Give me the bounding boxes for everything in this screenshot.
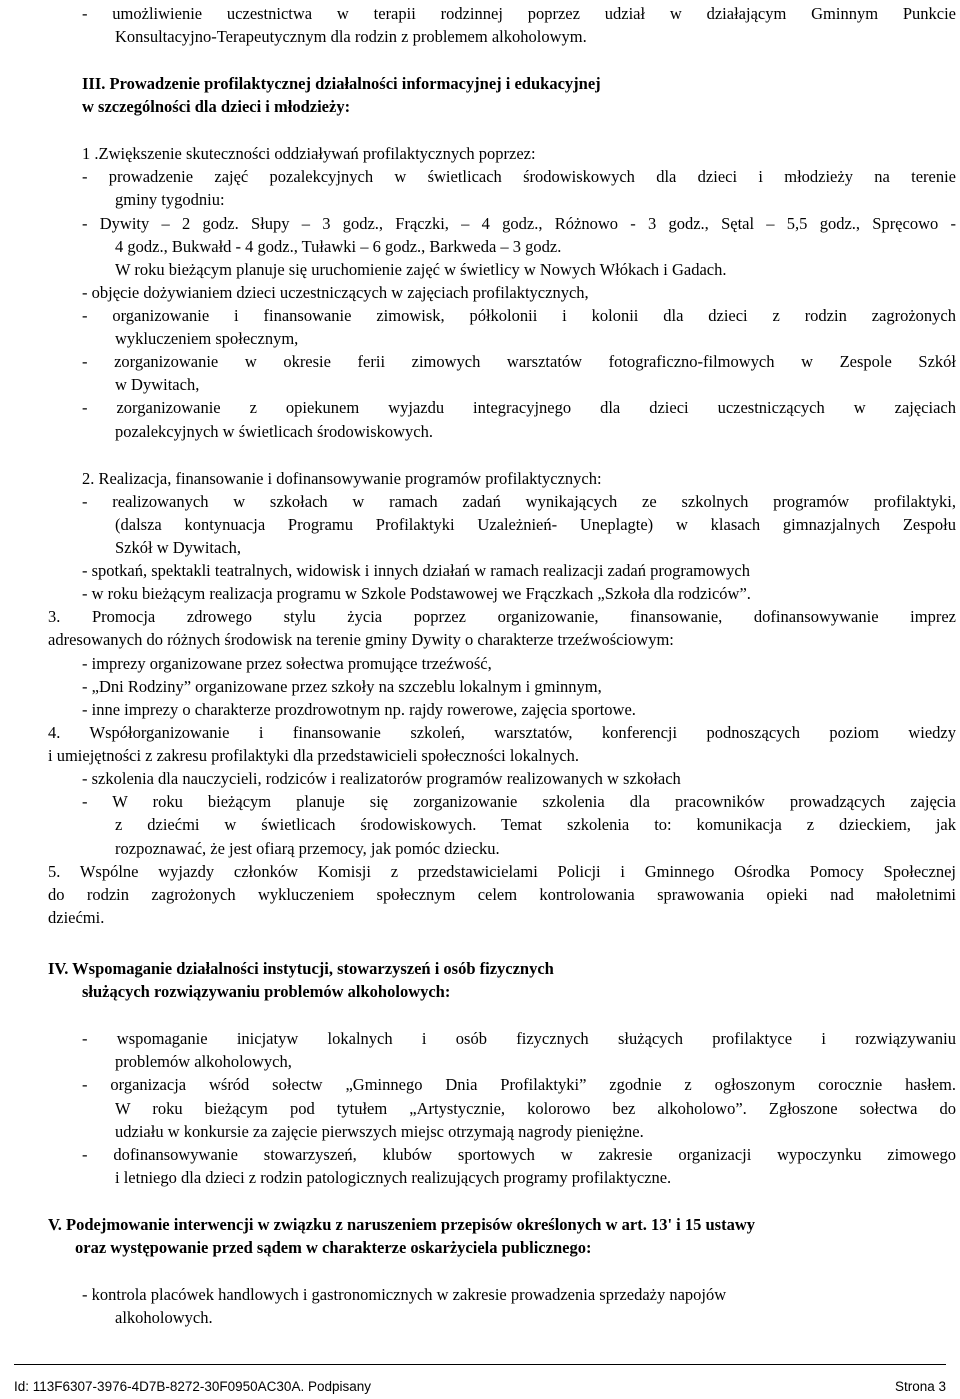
text-line: - wspomaganie inicjatyw lokalnych i osób fizycznych służących profilaktyce i rozwiązywaniu <box>82 1029 956 1048</box>
text-line: 4. Współorganizowanie i finansowanie szkoleń, warsztatów, konferencji podnoszących poziom wiedzy <box>48 723 956 742</box>
text-line: z dziećmi w świetlicach środowiskowych. Temat szkolenia to: komunikacja z dzieckiem, jak <box>115 815 956 834</box>
text-line: - szkolenia dla nauczycieli, rodziców i realizatorów programów realizowanych w szkołach <box>82 769 681 788</box>
text-line: - w roku bieżącym realizacja programu w Szkole Podstawowej we Frączkach „Szkoła dla rodziców”. <box>82 584 751 603</box>
section-heading-line: IV. Wspomaganie działalności instytucji, stowarzyszeń i osób fizycznych <box>48 959 554 978</box>
section-heading-line: w szczególności dla dzieci i młodzieży: <box>82 97 351 116</box>
text-line: udziału w konkursie za zajęcie pierwszych miejsc otrzymają nagrody pieniężne. <box>115 1122 644 1141</box>
section-heading-line: oraz występowanie przed sądem w charakterze oskarżyciela publicznego: <box>75 1238 592 1257</box>
text-line: - zorganizowanie z opiekunem wyjazdu integracyjnego dla dzieci uczestniczących w zajęciach <box>82 398 956 417</box>
text-line: - dofinansowywanie stowarzyszeń, klubów sportowych w zakresie organizacji wypoczynku zimowego <box>82 1145 956 1164</box>
text-line: - W roku bieżącym planuje się zorganizowanie szkolenia dla pracowników prowadzących zajęcia <box>82 792 956 811</box>
text-line: W roku bieżącym planuje się uruchomienie zajęć w świetlicy w Nowych Włókach i Gadach. <box>115 260 727 279</box>
text-line: W roku bieżącym pod tytułem „Artystycznie, kolorowo bez alkoholowo”. Zgłoszone sołectwa do <box>115 1099 956 1118</box>
text-line: rozpoznawać, że jest ofiarą przemocy, jak pomóc dziecku. <box>115 839 500 858</box>
text-line: alkoholowych. <box>115 1308 213 1327</box>
text-line: problemów alkoholowych, <box>115 1052 292 1071</box>
text-line: 3. Promocja zdrowego stylu życia poprzez organizowanie, finansowanie, dofinansowywanie imprez <box>48 607 956 626</box>
text-line: - spotkań, spektakli teatralnych, widowisk i innych działań w ramach realizacji zadań programowych <box>82 561 751 580</box>
section-heading-line: III. Prowadzenie profilaktycznej działalności informacyjnej i edukacyjnej <box>82 74 601 93</box>
text-line: - umożliwienie uczestnictwa w terapii rodzinnej poprzez udział w działającym Gminnym Punkcie <box>82 4 956 23</box>
text-line: w Dywitach, <box>115 375 200 394</box>
text-line: - kontrola placówek handlowych i gastronomicznych w zakresie prowadzenia sprzedaży napojów <box>82 1285 727 1304</box>
text-line: dziećmi. <box>48 908 105 927</box>
text-line: Szkół w Dywitach, <box>115 538 242 557</box>
footer-page-number: Strona 3 <box>894 1379 946 1394</box>
text-line: - prowadzenie zajęć pozalekcyjnych w świetlicach środowiskowych dla dzieci i młodzieży na terenie <box>82 167 956 186</box>
text-line: 5. Wspólne wyjazdy członków Komisji z przedstawicielami Policji i Gminnego Ośrodka Pomocy Społecznej <box>48 862 956 881</box>
section-heading-line: służących rozwiązywaniu problemów alkoholowych: <box>82 982 451 1001</box>
text-line: do rodzin zagrożonych wykluczeniem społecznym celem kontrolowania sprawowania opieki nad małoletnimi <box>48 885 956 904</box>
text-line: - organizowanie i finansowanie zimowisk, półkolonii i kolonii dla dzieci z rodzin zagrożonych <box>82 306 956 325</box>
text-line: - realizowanych w szkołach w ramach zadań wynikających ze szkolnych programów profilaktyki, <box>82 492 956 511</box>
text-line: i letniego dla dzieci z rodzin patologicznych realizujących programy profilaktyczne. <box>115 1168 672 1187</box>
text-line: (dalsza kontynuacja Programu Profilaktyki Uzależnień- Uneplagte) w klasach gimnazjalnych Zespołu <box>115 515 956 534</box>
text-line: - imprezy organizowane przez sołectwa promujące trzeźwość, <box>82 654 492 673</box>
footer-document-id: Id: 113F6307-3976-4D7B-8272-30F0950AC30A. Podpisany <box>14 1379 371 1394</box>
text-line: wykluczeniem społecznym, <box>115 329 299 348</box>
text-line: 1 .Zwiększenie skuteczności oddziaływań profilaktycznych poprzez: <box>82 144 536 163</box>
text-line: - objęcie dożywianiem dzieci uczestniczących w zajęciach profilaktycznych, <box>82 283 589 302</box>
text-line: - Dywity – 2 godz. Słupy – 3 godz., Frączki, – 4 godz., Różnowo - 3 godz., Sętal – 5,5 godz., Spręcowo - <box>82 214 956 233</box>
text-line: - organizacja wśród sołectw „Gminnego Dnia Profilaktyki” zgodnie z ogłoszonym corocznie hasłem. <box>82 1075 956 1094</box>
section-heading-line: V. Podejmowanie interwencji w związku z naruszeniem przepisów określonych w art. 13' i 15 ustawy <box>48 1215 756 1234</box>
text-line: - zorganizowanie w okresie ferii zimowych warsztatów fotograficzno-filmowych w Zespole Szkół <box>82 352 956 371</box>
footer-divider <box>14 1364 946 1365</box>
text-line: 2. Realizacja, finansowanie i dofinansowywanie programów profilaktycznych: <box>82 469 602 488</box>
text-line: adresowanych do różnych środowisk na terenie gminy Dywity o charakterze trzeźwościowym: <box>48 630 674 649</box>
text-line: i umiejętności z zakresu profilaktyki dla przedstawicieli społeczności lokalnych. <box>48 746 580 765</box>
text-line: 4 godz., Bukwałd - 4 godz., Tuławki – 6 godz., Barkweda – 3 godz. <box>115 237 562 256</box>
text-line: pozalekcyjnych w świetlicach środowiskowych. <box>115 422 433 441</box>
text-line: Konsultacyjno-Terapeutycznym dla rodzin z problemem alkoholowym. <box>115 27 587 46</box>
text-line: - inne imprezy o charakterze prozdrowotnym np. rajdy rowerowe, zajęcia sportowe. <box>82 700 636 719</box>
text-line: gminy tygodniu: <box>115 190 225 209</box>
text-line: - „Dni Rodziny” organizowane przez szkoły na szczeblu lokalnym i gminnym, <box>82 677 602 696</box>
